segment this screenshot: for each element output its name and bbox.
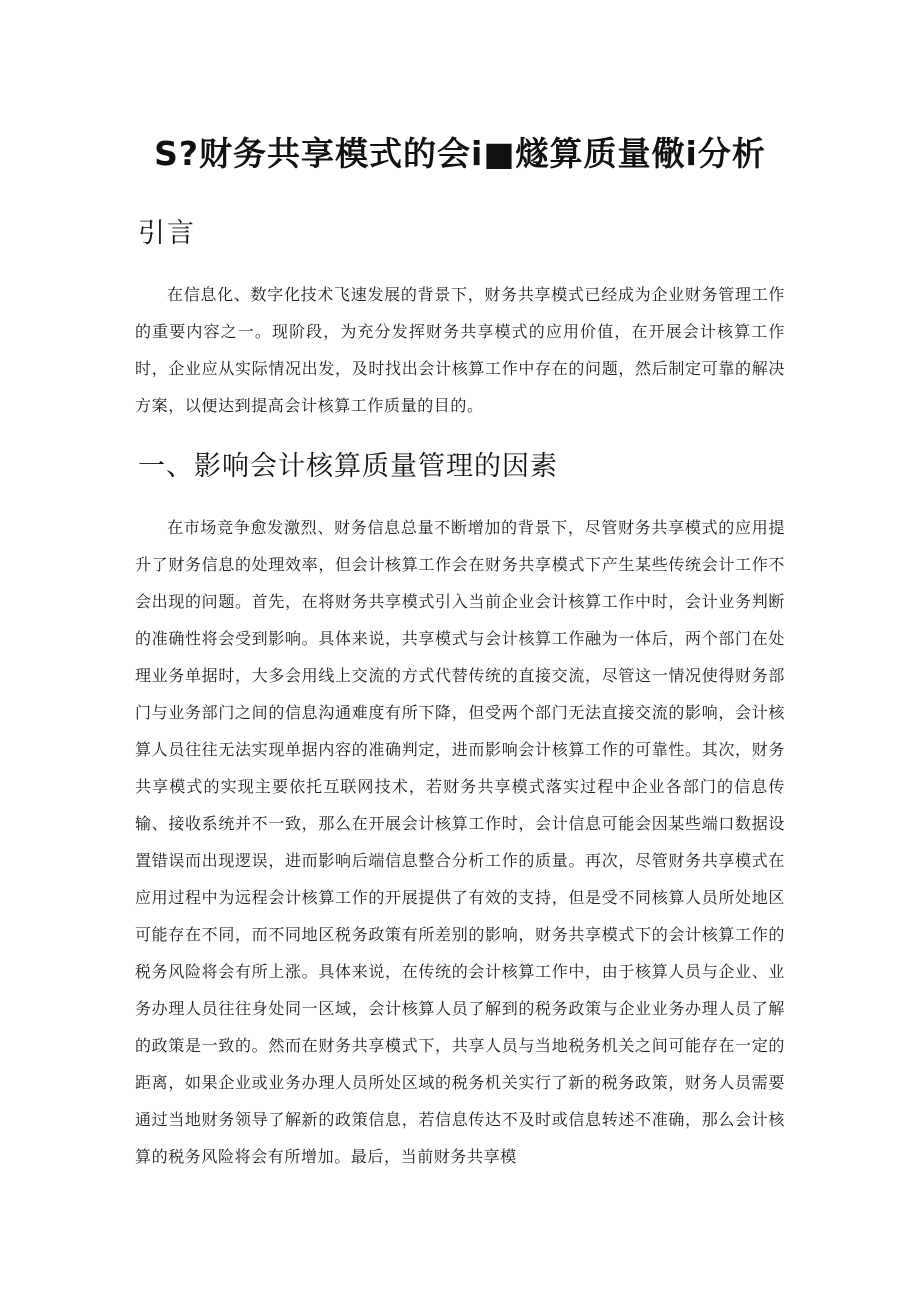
section-1-heading: 一、影响会计核算质量管理的因素 [138, 451, 558, 482]
intro-paragraph: 在信息化、数字化技术飞速发展的背景下，财务共享模式已经成为企业财务管理工作的重要内容之一。现阶段，为充分发挥财务共享模式的应用价值，在开展会计核算工作时，企业应从实际情况出发，及时找出会计核算工作中存在的问题，然后制定可靠的解决方案，以便达到提高会计核算工作质量的目的。 [135, 285, 785, 415]
section-1-paragraph: 在市场竞争愈发激烈、财务信息总量不断增加的背景下，尽管财务共享模式的应用提升了财务信息的处理效率，但会计核算工作会在财务共享模式下产生某些传统会计工作不会出现的问题。首先，在将财务共享模式引入当前企业会计核算工作中时，会计业务判断的准确性将会受到影响。具体来说，共享模式与会计核算工作融为一体后，两个部门在处理业务单据时，大多会用线上交流的方式代替传统的直接交流，尽管这一情况使得财务部门与业务部门之间的信息沟通难度有所下降，但受两个部门无法直接交流的影响，会计核算人员往往无法实现单据内容的准确判定，进而影响会计核算工作的可靠性。其次，财务共享模式的实现主要依托互联网技术，若财务共享模式落实过程中企业各部门的信息传输、接收系统并不一致，那么在开展会计核算工作时，会计信息可能会因某些端口数据设置错误而出现逻误，进而影响后端信息整合分析工作的质量。再次，尽管财务共享模式在应用过程中为远程会计核算工作的开展提供了有效的支持，但是受不同核算人员所处地区可能存在不同，而不同地区税务政策有所差别的影响，财务共享模式下的会计核算工作的税务风险将会有所上涨。具体来说，在传统的会计核算工作中，由于核算人员与企业、业务办理人员往往身处同一区域，会计核算人员了解到的税务政策与企业业务办理人员了解的政策是一致的。然而在财务共享模式下，共享人员与当地税务机关之间可能存在一定的距离，如果企业或业务办理人员所处区域的税务机关实行了新的税务政策，财务人员需要通过当地财务领导了解新的政策信息，若信息传达不及时或信息转述不准确，那么会计核算的税务风险将会有所增加。最后，当前财务共享模 [135, 518, 785, 1166]
document-title: S?财务共享模式的会i■燧算质量儆i分析 [154, 134, 766, 173]
intro-heading: 引言 [138, 218, 196, 249]
